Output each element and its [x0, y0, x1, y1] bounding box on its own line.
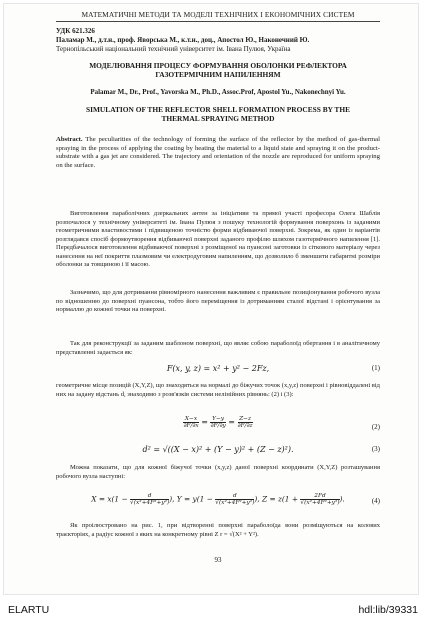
udc-code: УДК 621.326 [56, 27, 95, 35]
equation-1-number: (1) [371, 364, 380, 372]
equation-4-expression: X = x(1 − $\frac{d}{\text{√(x²+4F²+y²)}}$ ), Y = y(1 − $\frac{d}{\text{√(x²+4F²+y²)}}$ ), Z = z(1 + $\frac{2Fd}{\text{√(x²+4F²+y²)}}$ ). [91, 493, 345, 506]
equation-2-expression: $\frac{X-x}{\partial F/\partial x}$ = $\frac{Y-y}{\partial F/\partial y}$ = $\frac{Z-z}{\partial F/\partial z}$ [183, 416, 253, 429]
title-ukrainian-line-1: МОДЕЛЮВАННЯ ПРОЦЕСУ ФОРМУВАННЯ ОБОЛОНКИ РЕФЛЕКТОРА [89, 61, 347, 70]
title-ukrainian [56, 61, 380, 79]
page-number: 93 [214, 556, 222, 564]
equation-3-number: (3) [371, 445, 380, 453]
paragraph-1: Виготовлення параболічних дзеркальних антен за ініціативи та прямої участі професора Олега Шаблія розпочалося у технічному університеті ім. Івана Пулюя з пошуку технологій формування поверхонь із заданими геометричними властивостями і підвищеною точністю форми відбиваючої поверхні. Зокрема, як один із варіантів розглядався спосіб формоутворення відбиваючої поверхні заданого профілю шляхом газотермічного напилення [1]. Передбачалося виготовлення відбиваючої поверхні з розміщеної на пуансоні заготовки із сіткового матеріалу через нанесення на неї покриття плазмовим чи електродуговим напиленням, що дозволило б зменшити габаритні розміри оболонки за товщиною і її масою. [56, 210, 380, 268]
paragraph-5: Можна показати, що для кожної біжучої точки (x,y,z) даної поверхні координати (X,Y,Z) розташування робочого вузла наступні: [56, 464, 380, 480]
equation-1-expression: F(x, y, z) = x² + y² − 2Fz, [166, 364, 270, 373]
footer-bar [0, 600, 424, 620]
paragraph-4: геометричне місце позицій (X,Y,Z), що знаходяться на нормалі до біжучих точок (x,y,z) поверхні і рівновіддалені від них на задану відстань d, знаходимо з розв'язків системи нелінійних рівнянь: (2) і (3): [56, 382, 380, 398]
title-english-line-2: THERMAL SPRAYING METHOD [161, 114, 275, 123]
equation-3 [56, 445, 380, 457]
paragraph-3: Так для реконструкції за заданим шаблоном поверхні, що являє собою параболоїд обертання і в аналітичному представленні задається як: [56, 340, 380, 356]
equation-4-number: (4) [371, 497, 380, 505]
equation-2 [56, 416, 380, 440]
authors-english: Palamar M., Dr., Prof., Yavorska M., Ph.D., Assoc.Prof, Apostol Yu., Nakonechnyi Yu. [90, 88, 346, 96]
equation-1 [56, 364, 380, 374]
abstract-text: The peculiarities of the technology of forming the surface of the reflector by the method of gas-thermal spraying in the process of applying the coating by heating the material to a liquid state and spraying it on the product-substrate with a gas jet are considered. The trajectory and orientation of the nozzle are reproduced for uniform spraying on the surface. [56, 136, 380, 169]
title-english [56, 105, 380, 123]
affiliation: Тернопільський національний технічний університет ім. Івана Пулюя, Україна [56, 45, 291, 53]
equation-4 [56, 493, 380, 511]
authors-ukrainian: Паламар М., д.т.н., проф. Яворська М., к.т.н., доц., Апостол Ю., Наконечний Ю. [56, 36, 310, 44]
equation-3-expression: d² = √((X − x)² + (Y − y)² + (Z − z)²). [142, 445, 294, 454]
paragraph-6: Як проілюстровано на рис. 1, при відтворенні поверхні параболоїда вони розміщуються на колових траєкторіях, а радіус кожної з яких на конкретному рівні Z r = √(X² + Y²). [56, 522, 380, 538]
abstract [56, 136, 380, 170]
running-header: МАТЕМАТИЧНІ МЕТОДИ ТА МОДЕЛІ ТЕХНІЧНИХ І ЕКОНОМІЧНИХ СИСТЕМ [56, 10, 380, 22]
footer-repository-label: ELARTU [8, 604, 50, 616]
footer-handle: hdl:lib/39331 [358, 604, 418, 616]
title-english-line-1: SIMULATION OF THE REFLECTOR SHELL FORMATION PROCESS BY THE [85, 105, 351, 114]
title-ukrainian-line-2: ГАЗОТЕРМІЧНИМ НАПИЛЕННЯМ [155, 70, 281, 79]
abstract-label: Abstract. [56, 136, 83, 143]
equation-2-number: (2) [371, 423, 380, 431]
paragraph-2: Зазначимо, що для дотримання рівномірного нанесення важливим є правильне позиціонування робочого вузла по відношенню до поверхні пуансона, тобто його переміщення із дотриманням сталої відстані і орієнтування за нормаллю до кожної точки на поверхні. [56, 289, 380, 313]
